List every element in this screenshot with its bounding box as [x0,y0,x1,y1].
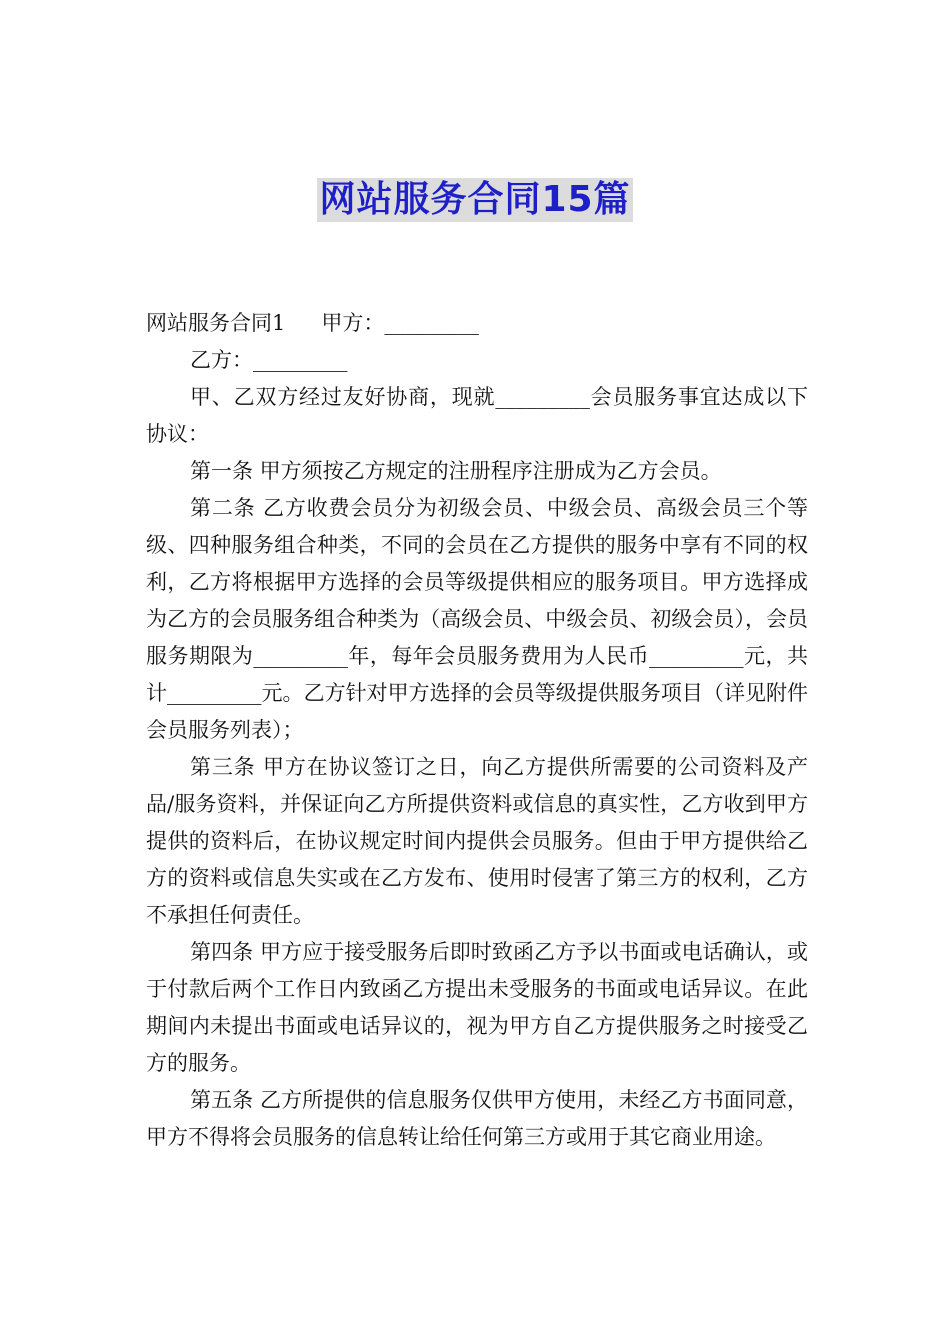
paragraph-article-4: 第四条 甲方应于接受服务后即时致函乙方予以书面或电话确认，或于付款后两个工作日内致函乙方提出未受服务的书面或电话异议。在此期间内未提出书面或电话异议的，视为甲方自乙方提供服务之时接受乙方的服务。 [146,940,808,1075]
paragraph-article-2: 第二条 乙方收费会员分为初级会员、中级会员、高级会员三个等级、四种服务组合种类，不同的会员在乙方提供的服务中享有不同的权利，乙方将根据甲方选择的会员等级提供相应的服务项目。甲方选择成为乙方的会员服务组合种类为（高级会员、中级会员、初级会员），会员服务期限为_________年，每年会员服务费用为人民币_________元，共计_________元。乙方针对甲方选择的会员等级提供服务项目（详见附件会员服务列表）； [146,496,808,742]
document-body [146,305,808,1156]
contract-heading: 网站服务合同1 [146,311,286,335]
paragraph-article-1: 第一条 甲方须按乙方规定的注册程序注册成为乙方会员。 [190,459,722,483]
document-title: 网站服务合同15篇 [319,179,631,220]
party-a-line: 甲方：_________ [321,311,479,335]
paragraph-article-5: 第五条 乙方所提供的信息服务仅供甲方使用，未经乙方书面同意，甲方不得将会员服务的信息转让给任何第三方或用于其它商业用途。 [146,1088,808,1149]
paragraph-article-3: 第三条 甲方在协议签订之日，向乙方提供所需要的公司资料及产品/服务资料，并保证向乙方所提供资料或信息的真实性，乙方收到甲方提供的资料后，在协议规定时间内提供会员服务。但由于甲方提供给乙方的资料或信息失实或在乙方发布、使用时侵害了第三方的权利，乙方不承担任何责任。 [146,755,808,927]
title-wrap [0,178,950,222]
contract-heading-line [146,305,808,342]
paragraph-intro: 甲、乙双方经过友好协商，现就_________会员服务事宜达成以下协议： [146,385,808,446]
party-b-line: 乙方：_________ [190,348,348,372]
